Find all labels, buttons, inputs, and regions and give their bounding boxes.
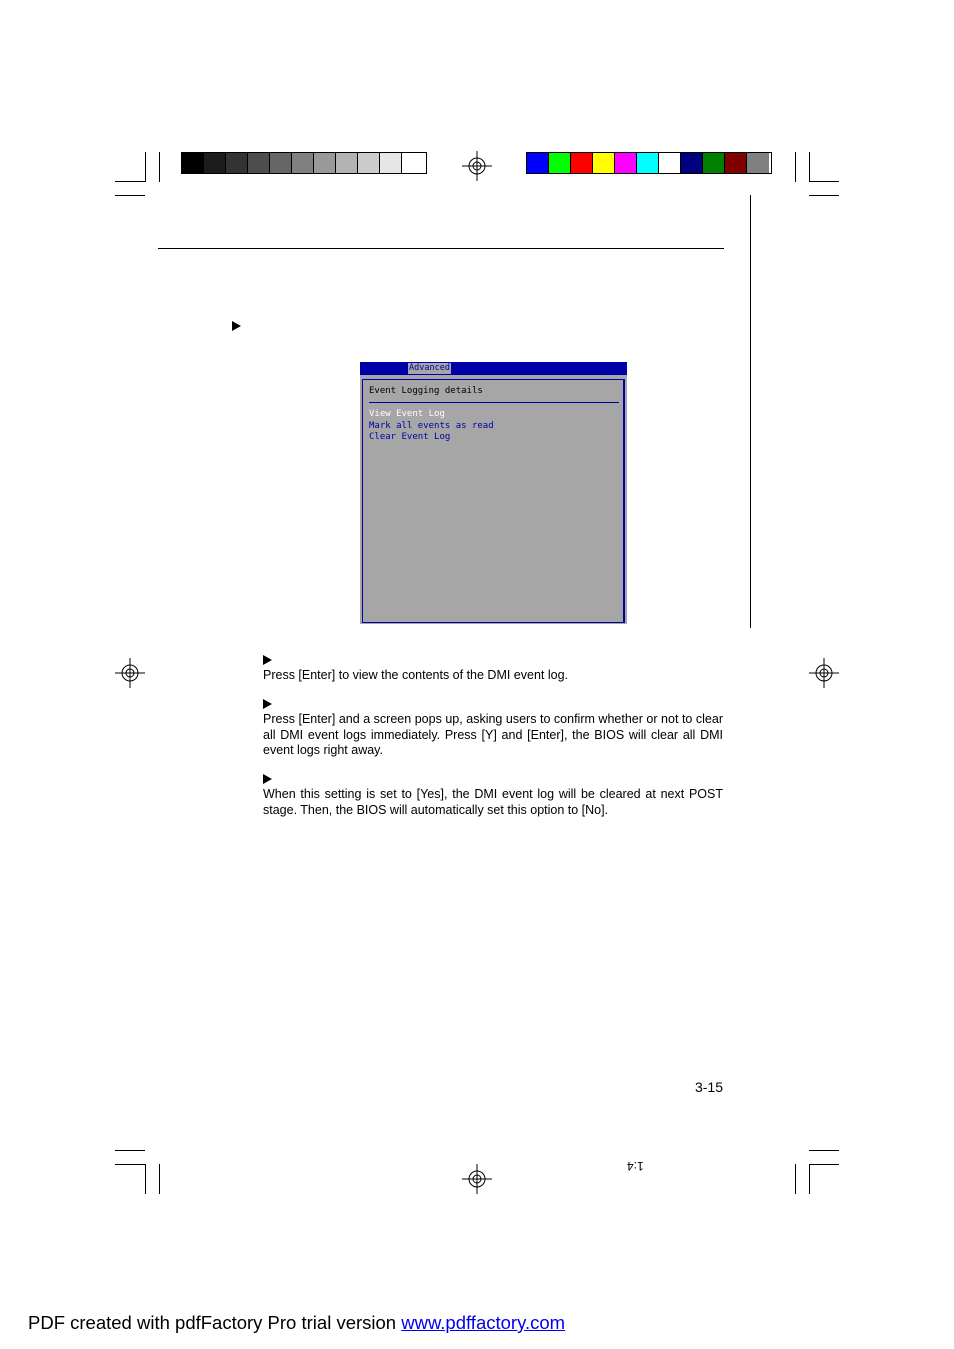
calibration-swatch bbox=[659, 153, 681, 173]
registration-mark-icon bbox=[809, 658, 839, 688]
calibration-swatch bbox=[637, 153, 659, 173]
bios-divider bbox=[369, 402, 619, 403]
item-description: Press [Enter] and a screen pops up, asking users to confirm whether or not to clear all DMI event logs immediately. Press [Y] and [Enter], the BIOS will clear all DMI event logs right away. bbox=[263, 712, 723, 757]
margin-rule bbox=[750, 195, 751, 628]
bios-menu-item-mark-all-read: Mark all events as read bbox=[369, 420, 494, 431]
pdf-footer bbox=[28, 1311, 565, 1335]
crop-mark bbox=[115, 181, 145, 182]
calibration-swatch bbox=[358, 153, 380, 173]
crop-mark bbox=[159, 1164, 160, 1194]
item-arrow-icon bbox=[263, 774, 272, 784]
item-arrow-icon bbox=[263, 699, 272, 709]
crop-mark bbox=[809, 1150, 839, 1151]
bios-menu-bar bbox=[360, 362, 627, 375]
calibration-swatch bbox=[747, 153, 769, 173]
calibration-swatch bbox=[703, 153, 725, 173]
calibration-swatch bbox=[248, 153, 270, 173]
color-calibration-bar bbox=[526, 152, 772, 174]
registration-mark-icon bbox=[115, 658, 145, 688]
footer-text: PDF created with pdfFactory Pro trial version bbox=[28, 1312, 402, 1333]
crop-mark bbox=[809, 181, 839, 182]
crop-mark bbox=[145, 1164, 146, 1194]
crop-mark bbox=[159, 152, 160, 182]
header-rule bbox=[158, 248, 724, 249]
calibration-swatch bbox=[336, 153, 358, 173]
calibration-swatch bbox=[549, 153, 571, 173]
bios-menu-item-clear-event-log: Clear Event Log bbox=[369, 432, 451, 442]
calibration-swatch bbox=[380, 153, 402, 173]
item-arrow-icon bbox=[263, 655, 272, 665]
bios-menu-item-view-event-log: View Event Log bbox=[369, 409, 445, 419]
grayscale-calibration-bar bbox=[181, 152, 427, 174]
item-description: When this setting is set to [Yes], the DMI event log will be cleared at next POST stage. Then, the BIOS will automatically set this option to [No]. bbox=[263, 787, 723, 817]
crop-mark bbox=[145, 152, 146, 182]
crop-mark bbox=[115, 1150, 145, 1151]
calibration-swatch bbox=[270, 153, 292, 173]
crop-mark bbox=[809, 152, 810, 182]
calibration-swatch bbox=[681, 153, 703, 173]
crop-mark bbox=[115, 1164, 145, 1165]
calibration-swatch bbox=[226, 153, 248, 173]
crop-mark bbox=[809, 1164, 839, 1165]
calibration-swatch bbox=[182, 153, 204, 173]
section-arrow-icon bbox=[232, 321, 241, 331]
crop-mark bbox=[795, 1164, 796, 1194]
printer-mark: 1:4 bbox=[627, 1159, 644, 1173]
bios-tab-advanced: Advanced bbox=[409, 363, 450, 373]
calibration-swatch bbox=[527, 153, 549, 173]
calibration-swatch bbox=[292, 153, 314, 173]
calibration-swatch bbox=[571, 153, 593, 173]
bios-section-title: Event Logging details bbox=[369, 386, 483, 396]
item-description: Press [Enter] to view the contents of the DMI event log. bbox=[263, 668, 569, 682]
crop-mark bbox=[809, 1164, 810, 1194]
page-number: 3-15 bbox=[694, 1079, 723, 1095]
calibration-swatch bbox=[615, 153, 637, 173]
calibration-swatch bbox=[725, 153, 747, 173]
crop-mark bbox=[809, 195, 839, 196]
footer-link[interactable]: www.pdffactory.com bbox=[401, 1312, 566, 1333]
calibration-swatch bbox=[593, 153, 615, 173]
crop-mark bbox=[795, 152, 796, 182]
registration-mark-icon bbox=[462, 1164, 492, 1194]
calibration-swatch bbox=[314, 153, 336, 173]
calibration-swatch bbox=[204, 153, 226, 173]
crop-mark bbox=[115, 195, 145, 196]
registration-mark-icon bbox=[462, 151, 492, 181]
bios-screenshot bbox=[360, 362, 627, 624]
calibration-swatch bbox=[402, 153, 424, 173]
